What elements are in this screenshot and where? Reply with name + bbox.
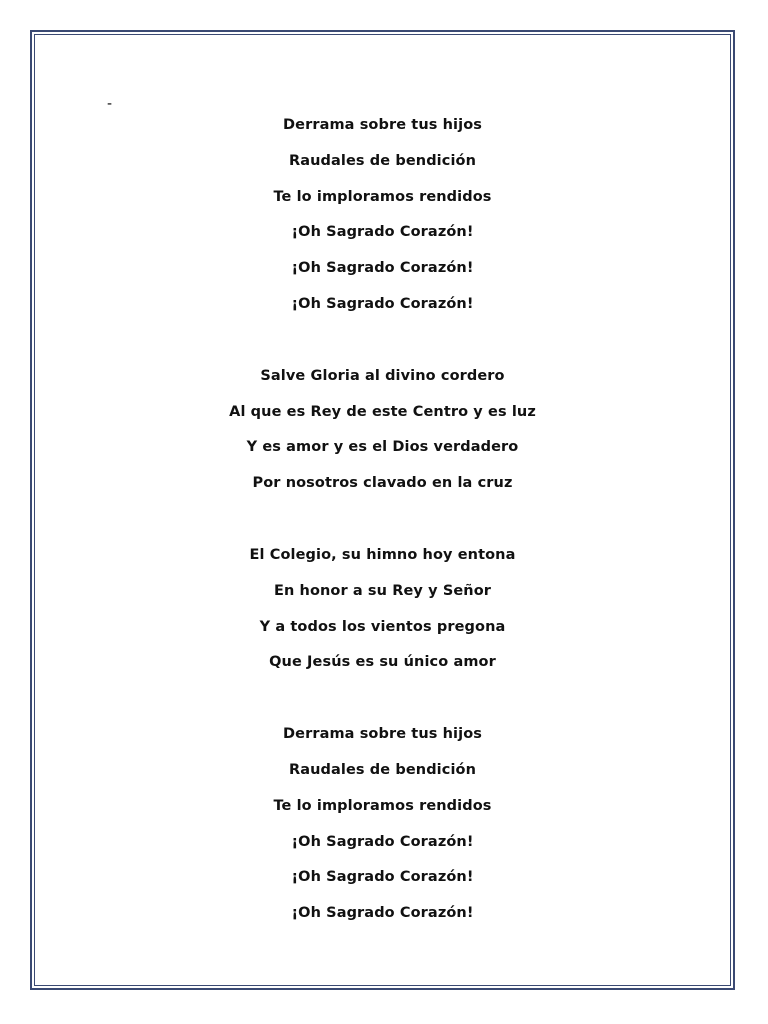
verse-line: Por nosotros clavado en la cruz (252, 475, 513, 492)
verse-line: Te lo imploramos rendidos (273, 797, 492, 814)
verse-line: Raudales de bendición (288, 152, 477, 169)
stanza-4 (34, 717, 731, 932)
verse-line: ¡Oh Sagrado Corazón! (291, 869, 474, 886)
verse-line: ¡Oh Sagrado Corazón! (291, 224, 474, 241)
verse-line: ¡Oh Sagrado Corazón! (291, 295, 474, 312)
verse-line: El Colegio, su himno hoy entona (249, 546, 516, 563)
verse-line: Derrama sobre tus hijos (283, 117, 482, 133)
stanza-2 (34, 359, 731, 502)
verse-line: Y a todos los vientos pregona (259, 618, 506, 635)
verse-line: Derrama sobre tus hijos (283, 726, 482, 743)
verse-line: ¡Oh Sagrado Corazón! (291, 905, 474, 922)
verse-line: Salve Gloria al divino cordero (260, 367, 505, 384)
verse-line: Te lo imploramos rendidos (273, 188, 492, 205)
verse-line: Y es amor y es el Dios verdadero (246, 439, 519, 456)
stanza-1 (34, 108, 731, 323)
verse-line: Raudales de bendición (288, 761, 477, 778)
hymn-text (34, 108, 731, 968)
verse-line: Al que es Rey de este Centro y es luz (229, 403, 536, 420)
verse-line: ¡Oh Sagrado Corazón! (291, 833, 474, 850)
stanza-3 (34, 538, 731, 681)
stray-dash-marker: - (107, 96, 113, 112)
verse-line: Que Jesús es su único amor (269, 654, 496, 671)
verse-line: En honor a su Rey y Señor (273, 582, 492, 599)
verse-line: ¡Oh Sagrado Corazón! (291, 260, 474, 277)
